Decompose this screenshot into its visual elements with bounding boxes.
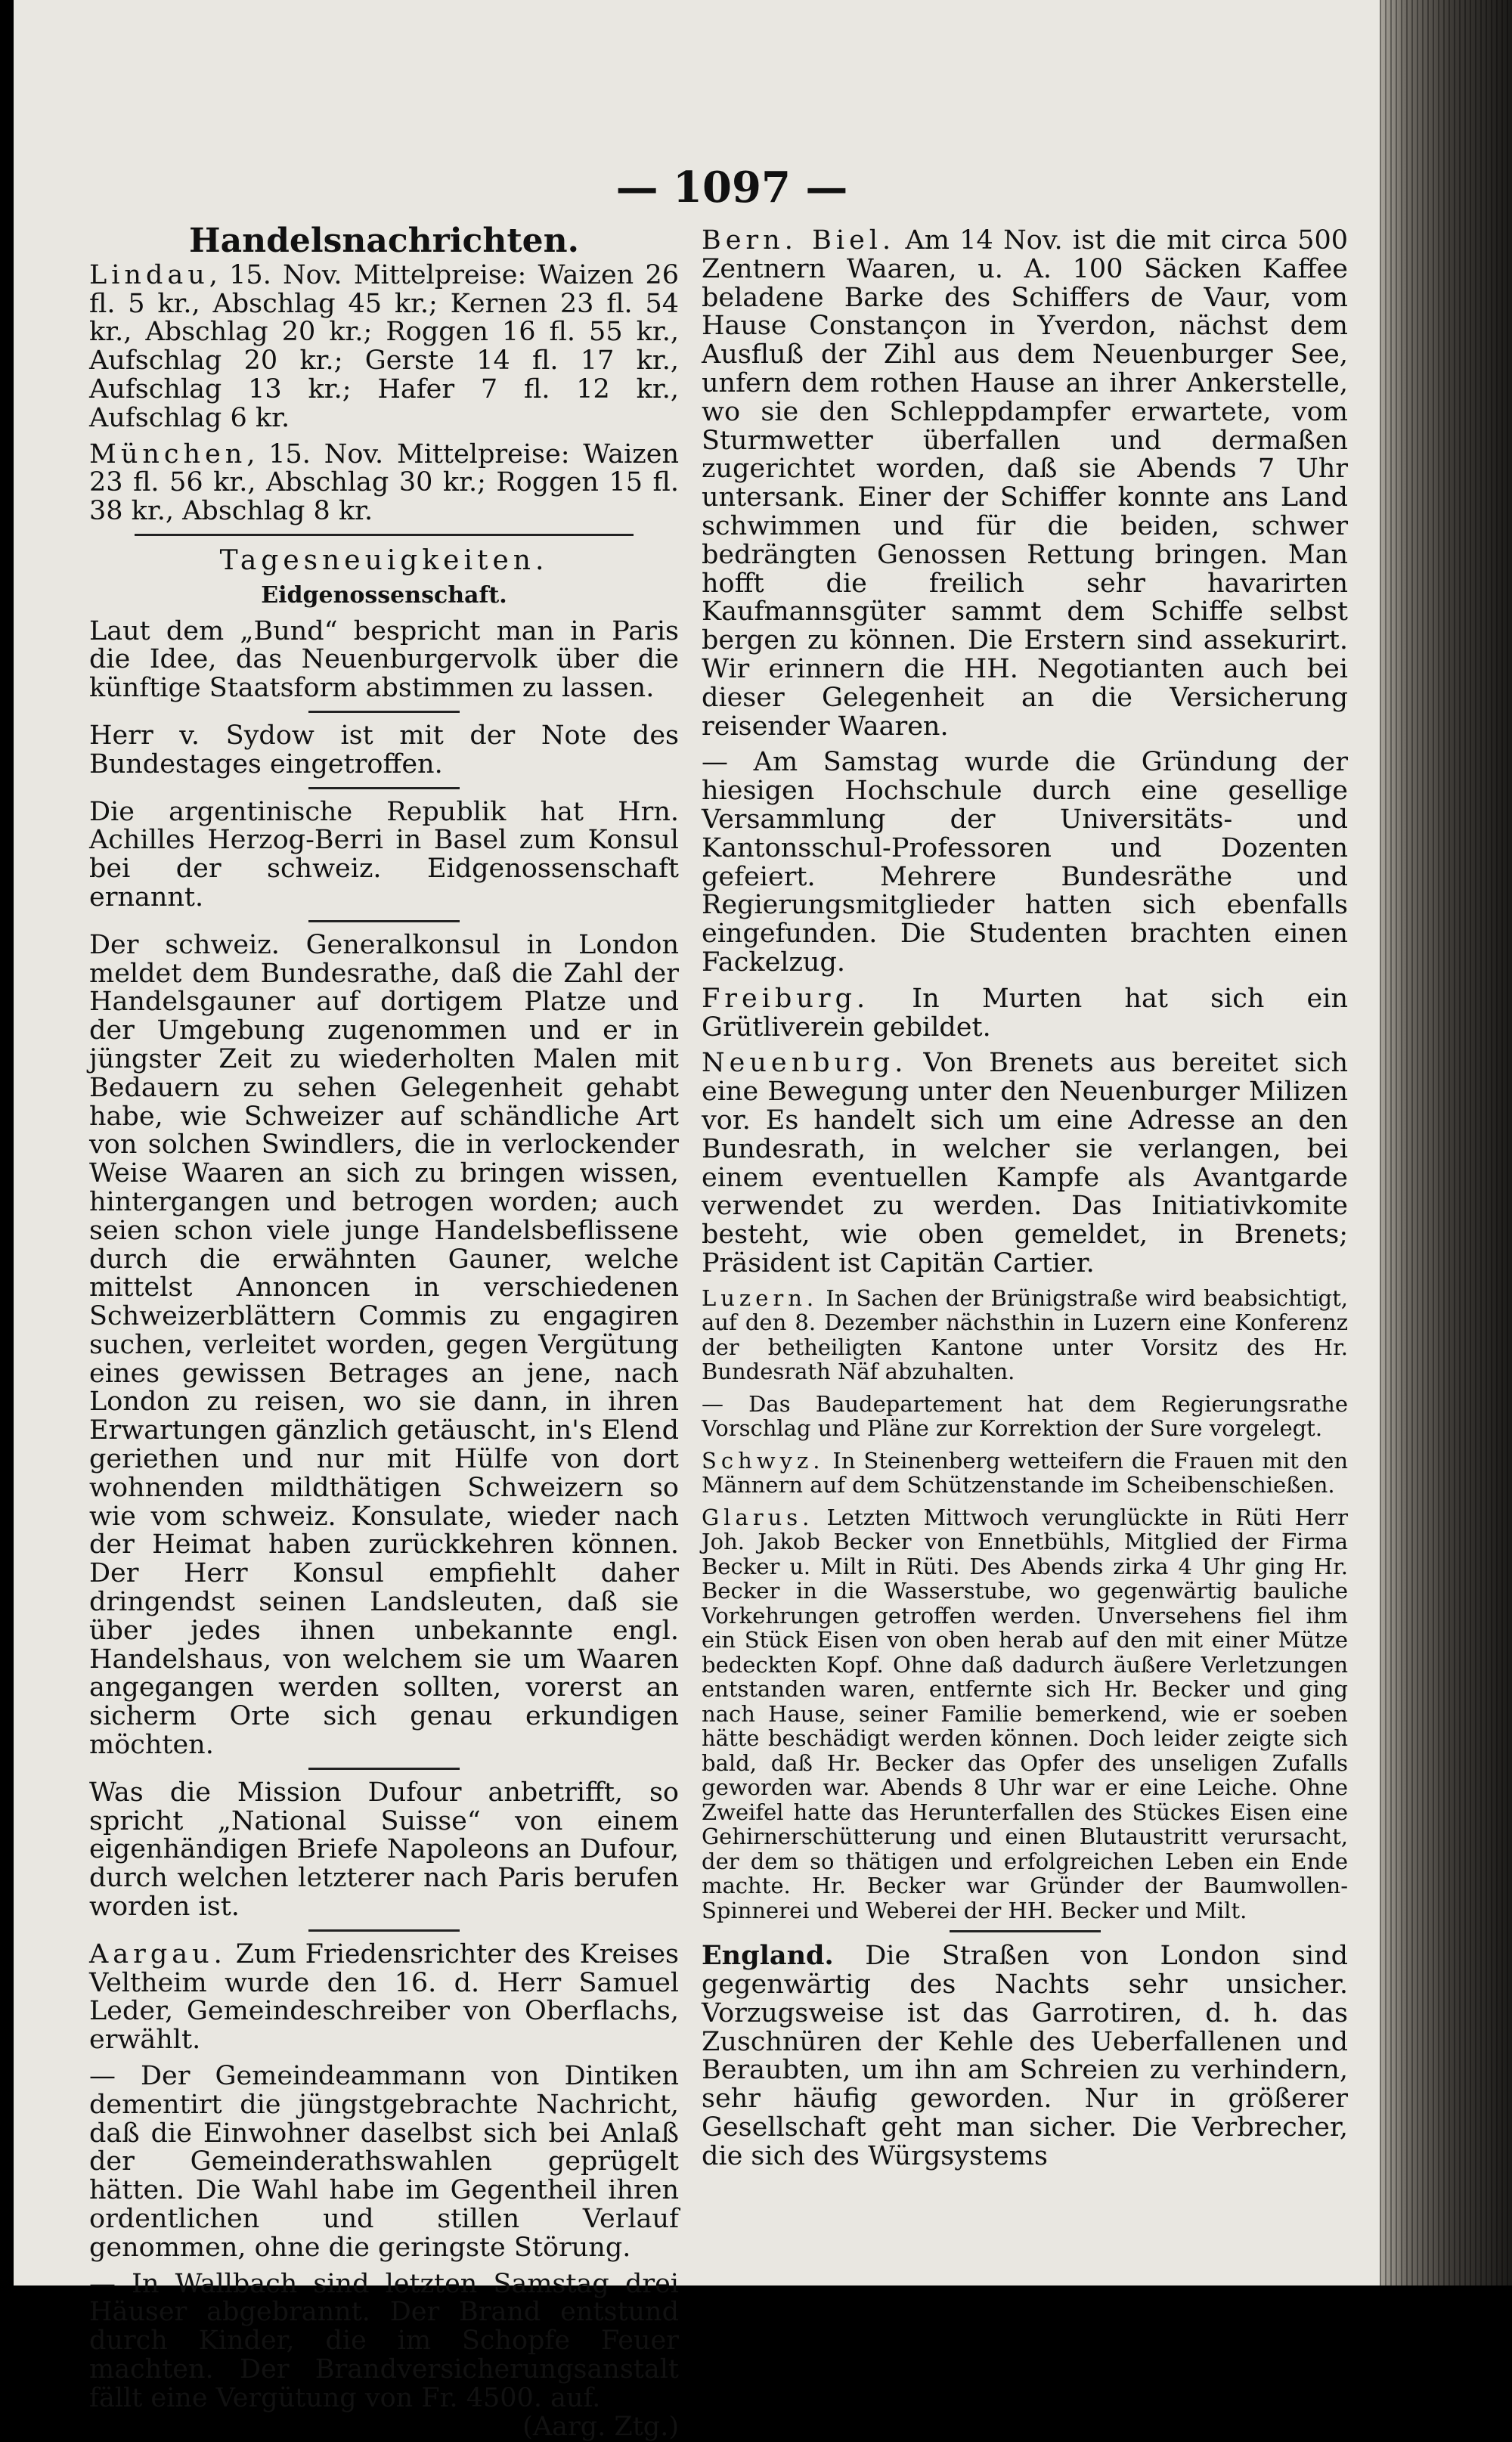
article-luzern <box>702 1286 1348 1384</box>
article-bund: Laut dem „Bund“ bespricht man in Paris die Idee, das Neuenburgervolk über die künftige Staatsform abstimmen zu lassen. <box>89 615 679 704</box>
article-text: , 15. Nov. Mittelpreise: Waizen 26 fl. 5 kr., Abschlag 45 kr.; Kernen 23 fl. 54 kr., Abschlag 20 kr.; Roggen 16 fl. 55 kr., Aufschlag 20 kr.; Gerste 14 fl. 17 kr., Aufschlag 13 kr.; Hafer 7 fl. 12 kr., Aufschlag 6 kr. <box>89 259 679 433</box>
place-england: England. <box>702 1940 834 1972</box>
book-spine <box>1380 0 1512 2286</box>
article-lindau <box>89 259 679 433</box>
article-text: — In Wallbach sind letzten Samstag drei Häuser abgebrannt. Der Brand entstund durch Kinder, die im Schopfe Feuer machten. Der Brandversicherungsanstalt fällt eine Vergütung von Fr. 4500. auf. <box>89 2268 679 2413</box>
article-generalkonsul: Der schweiz. Generalkonsul in London meldet dem Bundesrathe, daß die Zahl der Handelsgauner auf dortigem Platze und der Umgebung zugenommen und er in jüngster Zeit zu wiederholten Malen mit Bedauern zu sehen Gelegenheit gehabt habe, wie Schweizer auf schändliche Art von solchen Swindlers, die in verlockender Weise Waaren an sich zu bringen wissen, hintergangen und betrogen worden; auch seien schon viele junge Handelsbeflissene durch die erwähnten Gauner, welche mittelst Annoncen in verschiedenen Schweizerblättern Commis zu engagiren suchen, verleitet worden, gegen Vergütung eines gewissen Betrages an jene, nach London zu reisen, wo sie dann, in ihren Erwartungen gänzlich getäuscht, in's Elend geriethen und nur mit Hülfe von dort wohnenden mildthätigen Schweizern so wie vom schweiz. Konsulate, wieder nach der Heimat haben zurückkehren können. Der Herr Konsul empfiehlt daher dringendst seinen Landsleuten, daß sie über jedes ihnen unbekannte engl. Handelshaus, von welchem sie um Waaren angegangen werden sollten, vorerst an sicherm Orte sich genau erkundigen möchten. <box>89 929 679 1761</box>
article-freiburg <box>702 985 1348 1043</box>
article-text: Am 14 Nov. ist die mit circa 500 Zentnern Waaren, u. A. 100 Säcken Kaffee beladene Barke des Schiffers de Vaur, vom Hause Constançon in Yverdon, nächst dem Ausfluß der Zihl aus dem Neuenburger See, unfern dem rothen Hause an ihrer Ankerstelle, wo sie den Schleppdampfer erwartete, vom Sturmwetter überfallen und dermaßen zugerichtet worden, daß sie Abends 7 Uhr untersank. Einer der Schiffer konnte ans Land schwimmen und für die beiden, schwer bedrängten Genossen Rettung bringen. Man hofft die freilich sehr havarirten Kaufmannsgüter sammt dem Schiffe selbst bergen zu können. Die Erstern sind assekurirt. Wir erinnern die HH. Negotianten auch bei dieser Gelegenheit an die Versicherung reisender Waaren. <box>702 225 1349 742</box>
left-column <box>89 222 679 2442</box>
place-luzern: Luzern. <box>702 1285 819 1311</box>
place-muenchen: München <box>89 439 247 469</box>
divider <box>135 534 634 536</box>
article-text: , 15. Nov. Mittelpreise: Waizen 23 fl. 56 kr., Abschlag 30 kr.; Roggen 15 fl. 38 kr., Abschlag 8 kr. <box>89 439 679 527</box>
article-dintiken: — Der Gemeindeammann von Dintiken dementirt die jüngstgebrachte Nachricht, daß die Einwohner daselbst sich bei Anlaß der Gemeinderathswahlen geprügelt hätten. Die Wahl habe im Gegentheil ihren ordentlichen und stillen Verlauf genommen, ohne die geringste Störung. <box>89 2061 679 2263</box>
article-text: Die Straßen von London sind gegenwärtig des Nachts sehr unsicher. Vorzugsweise ist das Garrotiren, d. h. das Zuschnüren der Kehle des Ueberfallenen und Beraubten, um ihn am Schreien zu verhindern, sehr häufig geworden. Nur in größerer Gesellschaft geht man sicher. Die Verbrecher, die sich des Würgsystems <box>702 1941 1348 2171</box>
page-number: — 1097 — <box>615 163 848 212</box>
source-note: (Aarg. Ztg.) <box>522 2411 679 2442</box>
divider <box>308 1768 460 1770</box>
article-baudepartement: — Das Baudepartement hat dem Regierungsrathe Vorschlag und Pläne zur Korrektion der Sure vorgelegt. <box>702 1390 1348 1442</box>
place-bern-biel: Bern. Biel. <box>702 225 896 256</box>
article-muenchen <box>89 441 679 526</box>
divider <box>308 1929 460 1932</box>
article-bern-biel <box>702 227 1348 741</box>
divider <box>950 1930 1101 1932</box>
divider <box>308 711 460 713</box>
article-text: In Steinenberg wetteifern die Frauen mit den Männern auf dem Schützenstande im Scheibenschießen. <box>702 1447 1348 1498</box>
article-neuenburg <box>702 1049 1348 1278</box>
place-aargau: Aargau. <box>89 1938 227 1969</box>
article-dufour: Was die Mission Dufour anbetrifft, so spricht „National Suisse“ von einem eigenhändigen Briefe Napoleons an Dufour, durch welchen letzterer nach Paris berufen worden ist. <box>89 1777 679 1923</box>
heading-handelsnachrichten: Handelsnachrichten. <box>189 222 579 260</box>
right-column <box>702 227 1348 2179</box>
article-sydow: Herr v. Sydow ist mit der Note des Bundestages eingetroffen. <box>89 720 679 779</box>
place-schwyz: Schwyz. <box>702 1447 825 1474</box>
article-aargau <box>89 1938 679 2056</box>
divider <box>308 920 460 922</box>
article-wallbach <box>89 2268 679 2442</box>
divider <box>308 787 460 789</box>
article-hochschule: — Am Samstag wurde die Gründung der hiesigen Hochschule durch eine gesellige Versammlung der Universitäts- und Kantonsschul-Professoren und Dozenten gefeiert. Mehrere Bundesräthe und Regierungsmitglieder hatten sich ebenfalls eingefunden. Die Studenten brachten einen Fackelzug. <box>702 747 1348 978</box>
place-lindau: Lindau <box>89 259 209 290</box>
spine-pages <box>1380 0 1512 2286</box>
place-freiburg: Freiburg. <box>702 983 870 1014</box>
article-schwyz <box>702 1449 1348 1498</box>
section-tagesneuigkeiten: Tagesneuigkeiten. <box>219 544 549 576</box>
subsection-eidgenossenschaft: Eidgenossenschaft. <box>261 581 507 609</box>
place-glarus: Glarus. <box>702 1504 814 1530</box>
article-text: Zum Friedensrichter des Kreises Veltheim wurde den 16. d. Herr Samuel Leder, Gemeindeschreiber von Oberflachs, erwählt. <box>89 1938 679 2056</box>
article-glarus <box>702 1505 1348 1923</box>
article-text: Letzten Mittwoch verunglückte in Rüti Herr Joh. Jakob Becker von Ennetbühls, Mitglied der Firma Becker u. Milt in Rüti. Des Abends zirka 4 Uhr ging Hr. Becker in die Wasserstube, wo gegenwärtig bauliche Vorkehrungen getroffen werden. Unversehens fiel ihm ein Stück Eisen von oben herab auf den mit einer Mütze bedeckten Kopf. Ohne daß dadurch äußere Verletzungen entstanden waren, entfernte sich Hr. Becker und ging nach Hause, seiner Familie bemerkend, wie er soeben hätte beschädigt werden können. Doch leider zeigte sich bald, daß Hr. Becker das Opfer des unseligen Zufalls geworden war. Abends 8 Uhr war er eine Leiche. Ohne Zweifel hatte das Herunterfallen des Stückes Eisen eine Gehirnerschütterung und einen Blutaustritt verursacht, der dem so thätigen und erfolgreichen Leben ein Ende machte. Hr. Becker war Gründer der Baumwollen-Spinnerei und Weberei der HH. Becker und Milt. <box>702 1504 1348 1923</box>
article-text: Von Brenets aus bereitet sich eine Bewegung unter den Neuenburger Milizen vor. Es handelt sich um eine Adresse an den Bundesrath, in welcher sie verlangen, bei einem eventuellen Kampfe als Avantgarde verwendet zu werden. Das Initiativkomite besteht, wie oben gemeldet, in Brenets; Präsident ist Capitän Cartier. <box>702 1048 1348 1278</box>
newspaper-page <box>14 0 1450 2442</box>
article-argentinien: Die argentinische Republik hat Hrn. Achilles Herzog-Berri in Basel zum Konsul bei der schweiz. Eidgenossenschaft ernannt. <box>89 796 679 913</box>
article-text: In Murten hat sich ein Grütliverein gebildet. <box>702 983 1348 1043</box>
place-neuenburg: Neuenburg. <box>702 1048 908 1079</box>
article-text: In Sachen der Brünigstraße wird beabsichtigt, auf den 8. Dezember nächsthin in Luzern eine Konferenz der betheiligten Kantone unter Vorsitz des Hr. Bundesrath Näf abzuhalten. <box>702 1285 1348 1385</box>
article-england <box>702 1942 1348 2171</box>
